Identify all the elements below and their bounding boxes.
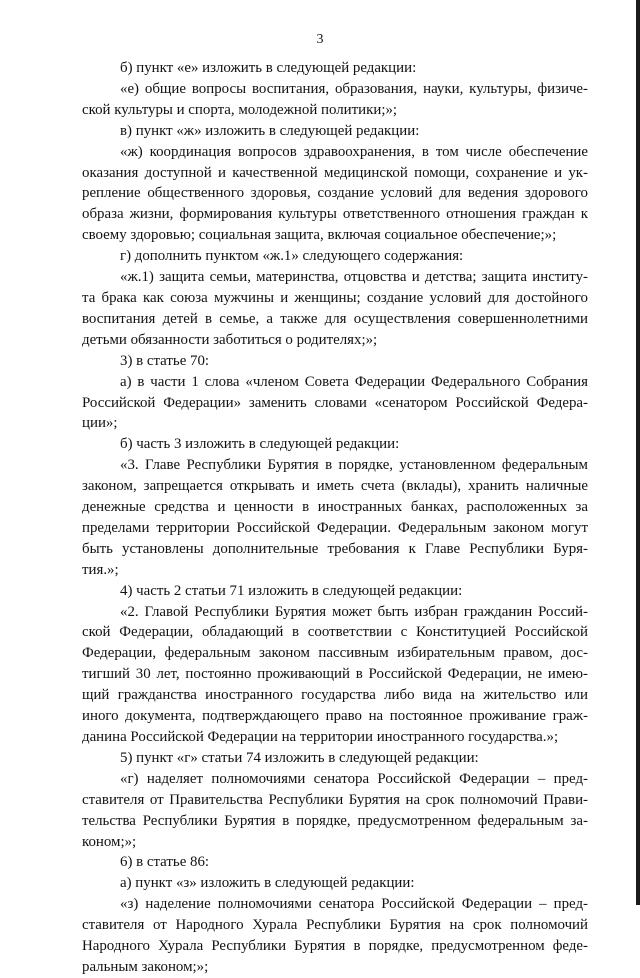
text-line: данина Российской Федерации на территории иностранного государства.»;	[82, 729, 559, 745]
text-line: оказания доступной и качественной медицинской помощи, сохранение и ук-	[82, 164, 588, 181]
text-line: пределами территории Российской Федерации. Федеральным законом могут	[82, 519, 588, 536]
text-line: «ж.1) защита семьи, материнства, отцовства и детства; защита институ-	[120, 269, 588, 286]
text-line: «г) наделяет полномочиями сенатора Российской Федерации – пред-	[120, 770, 588, 787]
text-line: законом, запрещается открывать и иметь счета (вклады), хранить наличные	[82, 478, 588, 495]
text-line: ской Федерации, обладающий в соответствии с Конституцией Российской	[82, 624, 588, 641]
text-line: «3. Главе Республики Бурятия в порядке, установленном федеральным	[120, 457, 588, 474]
document-body	[82, 58, 588, 978]
text-line: та брака как союза мужчины и женщины; создание условий для достойного	[82, 289, 588, 306]
text-line: своему здоровью; социальная защита, включая социальное обеспечение;»;	[82, 227, 557, 244]
text-line: тия.»;	[82, 561, 119, 578]
text-line: иного документа, подтверждающего право на постоянное проживание граж-	[82, 708, 588, 725]
text-line: б) часть 3 изложить в следующей редакции:	[120, 436, 400, 453]
text-line: образа жизни, формирования культуры ответственного отношения граждан к	[82, 206, 588, 223]
scan-edge	[636, 0, 640, 905]
text-line: Федерации, федеральным законом пассивным избирательным правом, дос-	[82, 645, 588, 662]
text-line: ской культуры и спорта, молодежной политики;»;	[82, 101, 398, 118]
text-line: а) пункт «з» изложить в следующей редакции:	[120, 875, 415, 892]
text-line: 3) в статье 70:	[120, 352, 210, 369]
text-line: 4) часть 2 статьи 71 изложить в следующей редакции:	[120, 582, 463, 599]
text-line: коном;»;	[82, 833, 137, 850]
text-line: тигший 30 лет, постоянно проживающий в Российской Федерации, не имею-	[82, 666, 588, 683]
text-line: в) пункт «ж» изложить в следующей редакции:	[120, 122, 420, 139]
text-line: г) дополнить пунктом «ж.1» следующего содержания:	[120, 248, 464, 265]
text-line: «е) общие вопросы воспитания, образования, науки, культуры, физиче-	[120, 80, 588, 97]
text-line: «з) наделение полномочиями сенатора Российской Федерации – пред-	[120, 896, 588, 913]
text-line: «ж) координация вопросов здравоохранения, в том числе обеспечение	[120, 143, 588, 160]
text-line: тельства Республики Бурятия в порядке, предусмотренном федеральным за-	[82, 812, 588, 829]
text-line: детьми обязанности заботиться о родителях;»;	[82, 331, 378, 348]
text-line: Российской Федерации» заменить словами «сенатором Российской Федера-	[82, 394, 588, 411]
text-line: а) в части 1 слова «членом Совета Федерации Федерального Собрания	[120, 373, 588, 390]
text-line: денежные средства и ценности в иностранных банках, расположенных за	[82, 499, 588, 516]
text-line: Народного Хурала Республики Бурятия в порядке, предусмотренном феде-	[82, 938, 588, 955]
text-line: воспитания детей в семье, а также для осуществления совершеннолетними	[82, 310, 588, 327]
text-line: ральным законом;»;	[82, 958, 209, 975]
text-line: быть установлены дополнительные требования к Главе Республики Буря-	[82, 540, 588, 557]
text-line: ставителя от Правительства Республики Бурятия на срок полномочий Прави-	[82, 791, 588, 808]
text-line: репление общественного здоровья, создание условий для ведения здорового	[82, 185, 588, 202]
text-line: 5) пункт «г» статьи 74 изложить в следующей редакции:	[120, 749, 479, 766]
text-line: ции»;	[82, 415, 118, 432]
text-line: ставителя от Народного Хурала Республики Бурятия на срок полномочий	[82, 917, 588, 934]
text-line: б) пункт «е» изложить в следующей редакции:	[120, 60, 417, 76]
text-line: щий гражданства иностранного государства либо вида на жительство или	[82, 687, 588, 704]
text-line: 6) в статье 86:	[120, 854, 210, 871]
page-number: 3	[316, 32, 324, 47]
text-line: «2. Главой Республики Бурятия может быть избран гражданин Россий-	[120, 603, 588, 620]
